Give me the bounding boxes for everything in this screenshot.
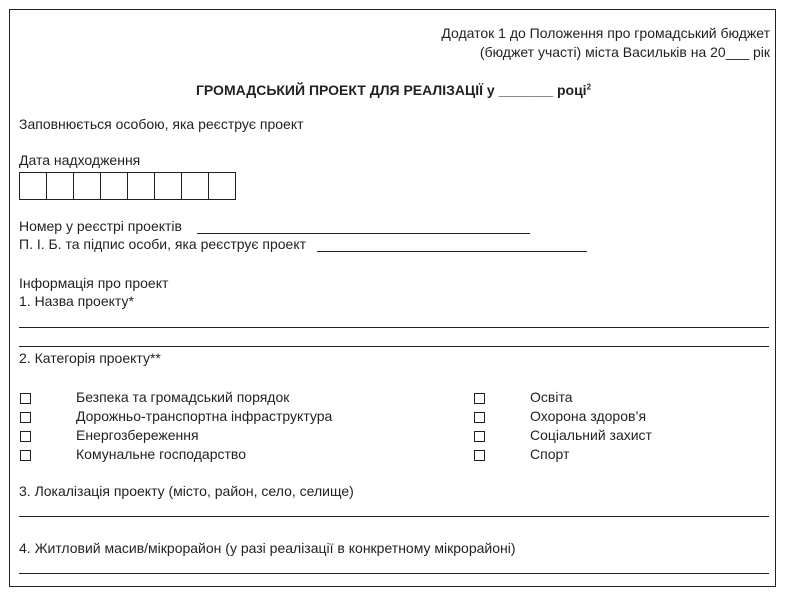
date-label: Дата надходження — [19, 152, 141, 168]
date-cell[interactable] — [100, 172, 128, 200]
q3-answer-line[interactable] — [19, 516, 769, 517]
category-left-1: Дорожньо-транспортна інфраструктура — [76, 408, 333, 424]
info-heading: Інформація про проект — [19, 275, 169, 291]
title-footnote: 2 — [586, 82, 592, 92]
q3-location-label: 3. Локалізація проекту (місто, район, село, селище) — [19, 483, 354, 499]
checkbox-left-1[interactable] — [20, 412, 31, 423]
filled-by-label: Заповнюється особою, яка реєструє проект — [19, 116, 304, 132]
q4-microdistrict-label: 4. Житловий масив/мікрорайон (у разі реалізації в конкретному мікрорайоні) — [19, 540, 516, 556]
pib-label: П. І. Б. та підпис особи, яка реєструє проект — [19, 236, 307, 252]
checkbox-right-1[interactable] — [474, 412, 485, 423]
q4-answer-line[interactable] — [19, 573, 769, 574]
checkbox-right-3[interactable] — [474, 450, 485, 461]
header-line-2: (бюджет участі) міста Васильків на 20___ рік — [479, 44, 770, 60]
q1-project-name-label: 1. Назва проекту* — [19, 293, 134, 309]
registry-number-line[interactable] — [197, 233, 530, 234]
checkbox-right-0[interactable] — [474, 393, 485, 404]
date-cell[interactable] — [181, 172, 209, 200]
category-right-2: Соціальний захист — [530, 427, 652, 443]
date-cell[interactable] — [208, 172, 236, 200]
form-title — [0, 82, 787, 99]
category-right-0: Освіта — [530, 389, 573, 405]
date-cell[interactable] — [127, 172, 155, 200]
date-cell[interactable] — [46, 172, 74, 200]
checkbox-left-3[interactable] — [20, 450, 31, 461]
category-right-3: Спорт — [530, 446, 570, 462]
header-line-1: Додаток 1 до Положення про громадський бюджет — [441, 25, 770, 41]
category-left-2: Енергозбереження — [76, 427, 199, 443]
checkbox-left-0[interactable] — [20, 393, 31, 404]
category-right-1: Охорона здоров’я — [530, 408, 647, 424]
q1-answer-line-2[interactable] — [19, 346, 769, 347]
date-cell[interactable] — [154, 172, 182, 200]
q1-answer-line-1[interactable] — [19, 327, 769, 328]
checkbox-left-2[interactable] — [20, 431, 31, 442]
date-cell[interactable] — [19, 172, 47, 200]
category-left-3: Комунальне господарство — [76, 446, 246, 462]
pib-signature-line[interactable] — [317, 251, 587, 252]
date-received-boxes — [19, 172, 236, 200]
date-cell[interactable] — [73, 172, 101, 200]
checkbox-right-2[interactable] — [474, 431, 485, 442]
category-left-0: Безпека та громадський порядок — [76, 389, 290, 405]
q2-category-label: 2. Категорія проекту** — [19, 350, 161, 366]
form-title-text: ГРОМАДСЬКИЙ ПРОЕКТ ДЛЯ РЕАЛІЗАЦІЇ у _______ році — [195, 82, 587, 98]
registry-number-label: Номер у реєстрі проектів — [19, 218, 182, 234]
